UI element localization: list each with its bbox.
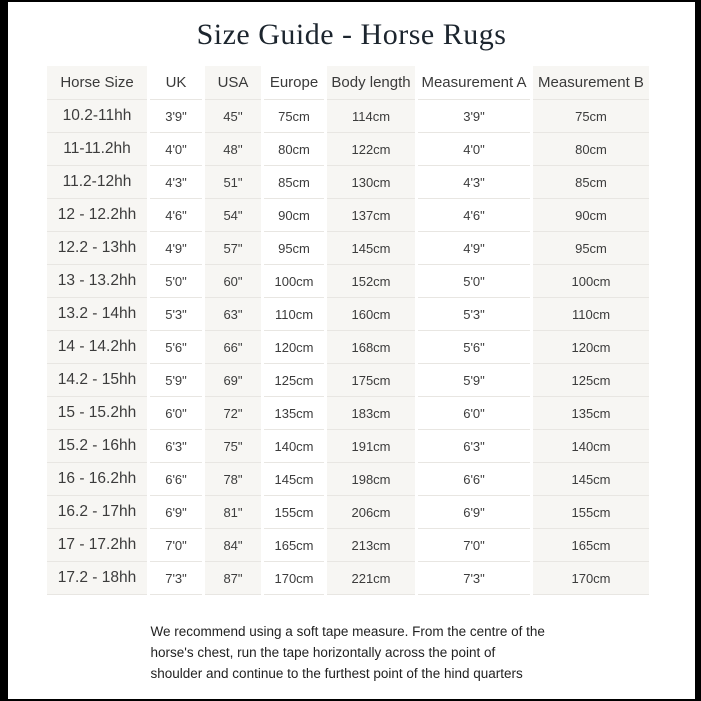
column-header-usa: USA (205, 66, 261, 100)
cell-europe: 90cm (264, 199, 324, 232)
cell-body-length: 160cm (327, 298, 415, 331)
cell-body-length: 183cm (327, 397, 415, 430)
table-body (47, 100, 649, 595)
cell-uk: 7'0" (150, 529, 202, 562)
cell-measurement-b: 95cm (533, 232, 649, 265)
cell-europe: 85cm (264, 166, 324, 199)
measuring-instructions-line: We recommend using a soft tape measure. From the centre of the (150, 624, 545, 639)
cell-uk: 6'9" (150, 496, 202, 529)
cell-measurement-b: 170cm (533, 562, 649, 595)
cell-uk: 5'0" (150, 265, 202, 298)
cell-body-length: 137cm (327, 199, 415, 232)
cell-usa: 48'' (205, 133, 261, 166)
cell-usa: 54" (205, 199, 261, 232)
cell-horse-size: 14.2 - 15hh (47, 364, 147, 397)
cell-horse-size: 16.2 - 17hh (47, 496, 147, 529)
cell-uk: 5'9" (150, 364, 202, 397)
cell-measurement-a: 6'9" (418, 496, 530, 529)
cell-europe: 80cm (264, 133, 324, 166)
column-header-uk: UK (150, 66, 202, 100)
cell-measurement-a: 4'9" (418, 232, 530, 265)
cell-uk: 4'9" (150, 232, 202, 265)
table-row (47, 331, 649, 364)
table-row (47, 265, 649, 298)
cell-body-length: 145cm (327, 232, 415, 265)
table-row (47, 430, 649, 463)
cell-uk: 6'0" (150, 397, 202, 430)
table-row (47, 364, 649, 397)
cell-usa: 75" (205, 430, 261, 463)
cell-body-length: 221cm (327, 562, 415, 595)
table-row (47, 562, 649, 595)
header-row (47, 66, 649, 100)
cell-measurement-b: 85cm (533, 166, 649, 199)
cell-europe: 75cm (264, 100, 324, 133)
cell-measurement-a: 5'3" (418, 298, 530, 331)
column-header-measurement-a: Measurement A (418, 66, 530, 100)
cell-measurement-b: 145cm (533, 463, 649, 496)
cell-usa: 57" (205, 232, 261, 265)
cell-measurement-b: 120cm (533, 331, 649, 364)
cell-measurement-b: 125cm (533, 364, 649, 397)
cell-measurement-a: 7'3" (418, 562, 530, 595)
cell-body-length: 191cm (327, 430, 415, 463)
table-row (47, 496, 649, 529)
cell-uk: 6'6" (150, 463, 202, 496)
cell-horse-size: 17 - 17.2hh (47, 529, 147, 562)
cell-body-length: 114cm (327, 100, 415, 133)
cell-measurement-b: 100cm (533, 265, 649, 298)
cell-usa: 84" (205, 529, 261, 562)
table-header (47, 66, 649, 100)
cell-measurement-b: 155cm (533, 496, 649, 529)
cell-measurement-a: 7'0" (418, 529, 530, 562)
cell-europe: 155cm (264, 496, 324, 529)
cell-europe: 135cm (264, 397, 324, 430)
table-row (47, 199, 649, 232)
cell-usa: 45'' (205, 100, 261, 133)
cell-uk: 4'6" (150, 199, 202, 232)
column-header-body-length: Body length (327, 66, 415, 100)
cell-horse-size: 15 - 15.2hh (47, 397, 147, 430)
cell-usa: 81" (205, 496, 261, 529)
cell-horse-size: 14 - 14.2hh (47, 331, 147, 364)
cell-body-length: 206cm (327, 496, 415, 529)
cell-measurement-a: 5'0" (418, 265, 530, 298)
cell-measurement-a: 5'9" (418, 364, 530, 397)
measuring-instructions (151, 621, 553, 684)
cell-horse-size: 11.2-12hh (47, 166, 147, 199)
cell-europe: 110cm (264, 298, 324, 331)
cell-europe: 165cm (264, 529, 324, 562)
cell-usa: 69" (205, 364, 261, 397)
column-header-horse-size: Horse Size (47, 66, 147, 100)
cell-body-length: 213cm (327, 529, 415, 562)
cell-measurement-b: 75cm (533, 100, 649, 133)
cell-body-length: 198cm (327, 463, 415, 496)
table-row (47, 166, 649, 199)
cell-measurement-a: 6'6" (418, 463, 530, 496)
cell-horse-size: 13.2 - 14hh (47, 298, 147, 331)
measuring-instructions-line: shoulder and continue to the furthest point of the hind quarters (150, 666, 523, 681)
cell-usa: 72" (205, 397, 261, 430)
size-guide-table (44, 66, 652, 595)
cell-measurement-a: 4'6" (418, 199, 530, 232)
cell-usa: 66" (205, 331, 261, 364)
cell-measurement-b: 165cm (533, 529, 649, 562)
cell-body-length: 175cm (327, 364, 415, 397)
cell-body-length: 152cm (327, 265, 415, 298)
cell-measurement-a: 4'3" (418, 166, 530, 199)
cell-measurement-b: 135cm (533, 397, 649, 430)
column-header-measurement-b: Measurement B (533, 66, 649, 100)
cell-horse-size: 16 - 16.2hh (47, 463, 147, 496)
cell-measurement-b: 80cm (533, 133, 649, 166)
cell-body-length: 122cm (327, 133, 415, 166)
cell-usa: 63" (205, 298, 261, 331)
table-row (47, 397, 649, 430)
cell-measurement-a: 5'6" (418, 331, 530, 364)
cell-uk: 5'3" (150, 298, 202, 331)
cell-measurement-b: 110cm (533, 298, 649, 331)
cell-uk: 5'6" (150, 331, 202, 364)
cell-uk: 7'3" (150, 562, 202, 595)
cell-europe: 95cm (264, 232, 324, 265)
cell-uk: 3'9" (150, 100, 202, 133)
cell-horse-size: 12 - 12.2hh (47, 199, 147, 232)
table-row (47, 100, 649, 133)
cell-measurement-a: 4'0" (418, 133, 530, 166)
cell-europe: 145cm (264, 463, 324, 496)
table-row (47, 298, 649, 331)
cell-uk: 6'3" (150, 430, 202, 463)
cell-usa: 51" (205, 166, 261, 199)
cell-europe: 125cm (264, 364, 324, 397)
cell-usa: 78" (205, 463, 261, 496)
measuring-instructions-line: horse's chest, run the tape horizontally across the point of (150, 645, 496, 660)
cell-europe: 100cm (264, 265, 324, 298)
cell-usa: 87" (205, 562, 261, 595)
cell-measurement-a: 3'9" (418, 100, 530, 133)
cell-horse-size: 17.2 - 18hh (47, 562, 147, 595)
table-row (47, 133, 649, 166)
cell-europe: 170cm (264, 562, 324, 595)
page-title: Size Guide - Horse Rugs (196, 18, 507, 51)
cell-uk: 4'3" (150, 166, 202, 199)
cell-horse-size: 12.2 - 13hh (47, 232, 147, 265)
cell-body-length: 168cm (327, 331, 415, 364)
table-row (47, 529, 649, 562)
cell-measurement-b: 90cm (533, 199, 649, 232)
cell-europe: 140cm (264, 430, 324, 463)
cell-horse-size: 15.2 - 16hh (47, 430, 147, 463)
cell-measurement-b: 140cm (533, 430, 649, 463)
cell-horse-size: 10.2-11hh (47, 100, 147, 133)
cell-body-length: 130cm (327, 166, 415, 199)
cell-usa: 60" (205, 265, 261, 298)
cell-uk: 4'0" (150, 133, 202, 166)
table-row (47, 463, 649, 496)
cell-measurement-a: 6'3" (418, 430, 530, 463)
cell-measurement-a: 6'0" (418, 397, 530, 430)
cell-horse-size: 11-11.2hh (47, 133, 147, 166)
table-row (47, 232, 649, 265)
cell-europe: 120cm (264, 331, 324, 364)
column-header-europe: Europe (264, 66, 324, 100)
cell-horse-size: 13 - 13.2hh (47, 265, 147, 298)
